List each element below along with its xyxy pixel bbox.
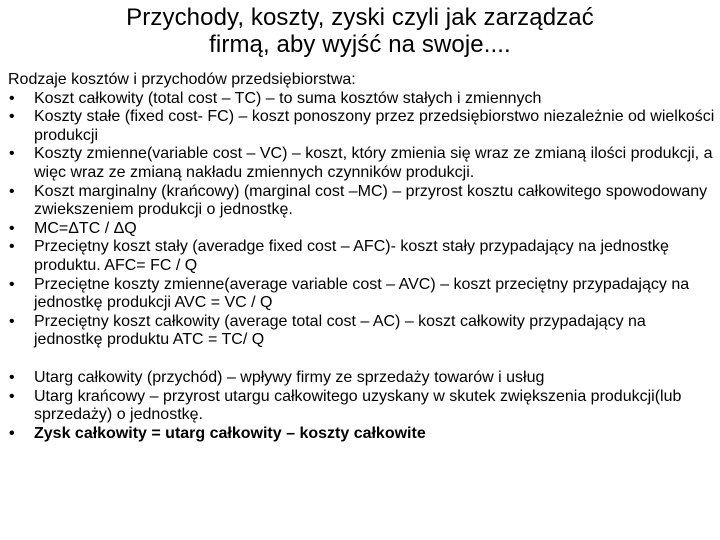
- list-item-avc: • Przeciętne koszty zmienne(average variable cost – AVC) – koszt przeciętny przypadający na jednostkę produkcji AVC = VC / Q: [8, 276, 716, 313]
- list-spacer: [8, 350, 716, 369]
- list-item-afc: • Przeciętny koszt stały (averadge fixed cost – AFC)- koszt stały przypadający na jednostkę produktu. AFC= FC / Q: [8, 238, 716, 275]
- list-item-variable-cost: • Koszty zmienne(variable cost – VC) – koszt, który zmienia się wraz ze zmianą ilości produkcji, a więc wraz ze zmianą nakładu zmiennych czynników produkcji.: [8, 145, 716, 182]
- list-item-total-cost: • Koszt całkowity (total cost – TC) – to suma kosztów stałych i zmiennych: [8, 90, 716, 109]
- slide-body: [8, 71, 716, 443]
- slide-title: [40, 4, 680, 58]
- list-item-fixed-cost: • Koszty stałe (fixed cost- FC) – koszt ponoszony przez przedsiębiorstwo niezależnie od wielkości produkcji: [8, 108, 716, 145]
- slide-title-line-1: Przychody, koszty, zyski czyli jak zarządzać: [126, 4, 594, 31]
- intro-text: Rodzaje kosztów i przychodów przedsiębiorstwa:: [8, 71, 356, 88]
- revenue-list: [8, 369, 716, 443]
- list-item-mc-formula: • MC=ΔTC / ΔQ: [8, 220, 716, 239]
- list-item-total-profit: • Zysk całkowity = utarg całkowity – koszty całkowite: [8, 425, 716, 444]
- slide-title-line-2: firmą, aby wyjść na swoje....: [209, 31, 511, 58]
- list-item-atc: • Przeciętny koszt całkowity (average total cost – AC) – koszt całkowity przypadający na jednostkę produktu ATC = TC/ Q: [8, 313, 716, 350]
- list-item-marginal-revenue: • Utarg krańcowy – przyrost utargu całkowitego uzyskany w skutek zwiększenia produkcji(lub sprzedaży) o jednostkę.: [8, 388, 716, 425]
- list-item-total-revenue: • Utarg całkowity (przychód) – wpływy firmy ze sprzedaży towarów i usług: [8, 369, 716, 388]
- list-item-marginal-cost: • Koszt marginalny (krańcowy) (marginal cost –MC) – przyrost kosztu całkowitego spowodowany zwiekszeniem produkcji o jednostkę.: [8, 183, 716, 220]
- cost-list: [8, 90, 716, 350]
